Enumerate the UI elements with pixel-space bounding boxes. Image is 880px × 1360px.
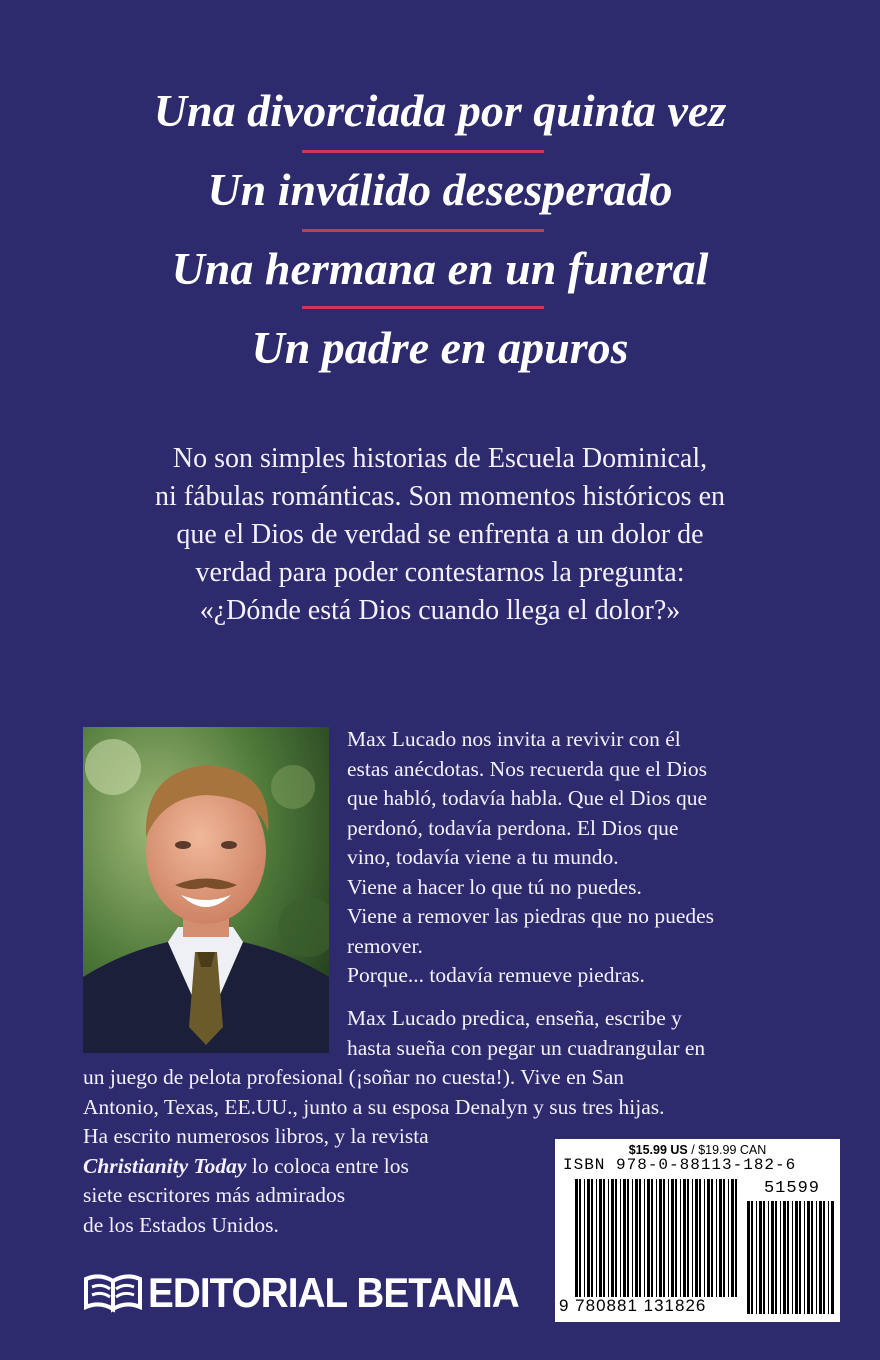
intro-line: que el Dios de verdad se enfrenta a un dolor de	[176, 519, 704, 550]
barcode-bar	[687, 1179, 689, 1297]
divider-rule-3	[302, 306, 544, 309]
paragraph-line: de los Estados Unidos.	[83, 1212, 279, 1237]
paragraph-line	[83, 1152, 429, 1182]
paragraph-line: Max Lucado nos invita a revivir con él	[347, 727, 681, 751]
barcode-bar	[807, 1201, 810, 1314]
intro-line: ni fábulas románticas. Son momentos históricos en	[154, 481, 726, 512]
paragraph-line: siete escritores más admirados	[83, 1183, 346, 1207]
barcode-bar	[584, 1179, 585, 1297]
barcode-bar	[704, 1179, 705, 1297]
intro-line: No son simples historias de Escuela Dominical,	[172, 443, 708, 474]
barcode-bar	[656, 1179, 657, 1297]
barcode-bar	[639, 1179, 641, 1297]
barcode-bar	[651, 1179, 653, 1297]
magazine-name: Christianity Today	[83, 1153, 247, 1178]
publisher-name: EDITORIAL BETANIA	[148, 1269, 519, 1316]
paragraph-line-rest: lo coloca entre los	[246, 1153, 409, 1178]
ean-digits: 9 780881 131826	[559, 1296, 707, 1315]
headline-4: Un padre en apuros	[251, 322, 629, 373]
barcode-bar	[804, 1201, 805, 1314]
barcode-bar	[716, 1179, 717, 1297]
barcode-bar	[792, 1201, 793, 1314]
barcode-bar	[627, 1179, 629, 1297]
barcode-bar	[799, 1201, 801, 1314]
barcode-bar	[811, 1201, 813, 1314]
publisher-logo	[84, 1270, 551, 1316]
ean-barcode	[555, 1139, 840, 1322]
barcode-bar	[675, 1179, 677, 1297]
description-paragraph-2-top	[347, 1004, 705, 1063]
barcode-bar	[632, 1179, 633, 1297]
barcode-bar	[608, 1179, 609, 1297]
paragraph-line: Porque... todavía remueve piedras.	[347, 963, 645, 987]
barcode-bar	[668, 1179, 669, 1297]
author-photo	[83, 727, 329, 1053]
barcode-bar	[759, 1201, 762, 1314]
barcode-bar	[780, 1201, 781, 1314]
barcode-bar	[763, 1201, 765, 1314]
barcode-bar	[635, 1179, 638, 1297]
description-paragraph-2-end	[83, 1122, 429, 1240]
paragraph-line: Viene a remover las piedras que no puedes	[347, 904, 715, 928]
paragraph-line: vino, todavía viene a tu mundo.	[347, 845, 619, 869]
barcode-bar	[719, 1179, 722, 1297]
barcode-bar	[620, 1179, 621, 1297]
barcode-bar	[747, 1201, 750, 1314]
barcode-bar	[575, 1179, 578, 1297]
barcode-bar	[819, 1201, 822, 1314]
barcode-bar	[731, 1179, 734, 1297]
intro-line: «¿Dónde está Dios cuando llega el dolor?»	[199, 595, 681, 626]
barcode-bar	[699, 1179, 701, 1297]
price-can: / $19.99 CAN	[687, 1143, 767, 1157]
barcode-bar	[623, 1179, 626, 1297]
barcode-bar	[711, 1179, 713, 1297]
paragraph-line: perdonó, todavía perdona. El Dios que	[347, 815, 679, 840]
barcode-label	[555, 1139, 840, 1322]
barcode-bar	[695, 1179, 698, 1297]
isbn-text: ISBN 978-0-88113-182-6	[563, 1156, 797, 1174]
barcode-bar	[816, 1201, 817, 1314]
barcode-bar	[587, 1179, 590, 1297]
barcode-bar	[615, 1179, 617, 1297]
barcode-bar	[723, 1179, 725, 1297]
barcode-bar	[823, 1201, 825, 1314]
barcode-bar	[663, 1179, 665, 1297]
barcode-bar	[768, 1201, 769, 1314]
barcode-bar	[579, 1179, 581, 1297]
barcode-bar	[644, 1179, 645, 1297]
barcode-bar	[611, 1179, 614, 1297]
barcode-bar	[591, 1179, 593, 1297]
paragraph-line: estas anécdotas. Nos recuerda que el Dios	[347, 756, 707, 781]
description-paragraph-2-wide	[83, 1063, 665, 1122]
barcode-bar	[756, 1201, 757, 1314]
intro-line: verdad para poder contestarnos la pregunta:	[195, 557, 685, 588]
barcode-bar	[683, 1179, 686, 1297]
headline-3: Una hermana en un funeral	[171, 243, 709, 294]
open-book-logo-icon	[84, 1273, 142, 1313]
paragraph-line: Antonio, Texas, EE.UU., junto a su esposa Denalyn y sus tres hijas.	[83, 1094, 665, 1119]
divider-rule-2	[302, 229, 544, 232]
barcode-bar	[707, 1179, 710, 1297]
paragraph-line: un juego de pelota profesional (¡soñar no cuesta!). Vive en San	[83, 1065, 625, 1089]
paragraph-line: Max Lucado predica, enseña, escribe y	[347, 1006, 682, 1030]
intro-paragraph	[60, 440, 820, 630]
barcode-bar	[735, 1179, 737, 1297]
barcode-bar	[647, 1179, 650, 1297]
paragraph-line: que habló, todavía habla. Que el Dios que	[347, 786, 708, 810]
barcode-bar	[603, 1179, 605, 1297]
barcode-bar	[659, 1179, 662, 1297]
paragraph-line: Ha escrito numerosos libros, y la revista	[83, 1124, 429, 1148]
barcode-bar	[828, 1201, 829, 1314]
barcode-bar	[775, 1201, 777, 1314]
price-code: 51599	[763, 1179, 820, 1198]
paragraph-line: hasta sueña con pegar un cuadrangular en	[347, 1035, 706, 1060]
divider-rule-1	[302, 150, 544, 153]
barcode-bar	[795, 1201, 798, 1314]
paragraph-line: remover.	[347, 933, 423, 958]
barcode-bar	[692, 1179, 693, 1297]
description-paragraph-1	[347, 725, 714, 991]
barcode-bar	[596, 1179, 597, 1297]
headline-2: Un inválido desesperado	[207, 164, 673, 215]
barcode-bar	[728, 1179, 729, 1297]
barcode-bar	[771, 1201, 774, 1314]
barcode-bar	[680, 1179, 681, 1297]
paragraph-line: Viene a hacer lo que tú no puedes.	[347, 874, 642, 899]
barcode-bar	[787, 1201, 789, 1314]
barcode-bar	[783, 1201, 786, 1314]
author-portrait-illustration	[83, 727, 329, 1053]
barcode-bar	[831, 1201, 834, 1314]
barcode-bar	[751, 1201, 753, 1314]
barcode-bar	[671, 1179, 674, 1297]
barcode-bar	[599, 1179, 602, 1297]
price-us: $15.99 US	[628, 1143, 688, 1157]
headline-1: Una divorciada por quinta vez	[153, 85, 727, 136]
